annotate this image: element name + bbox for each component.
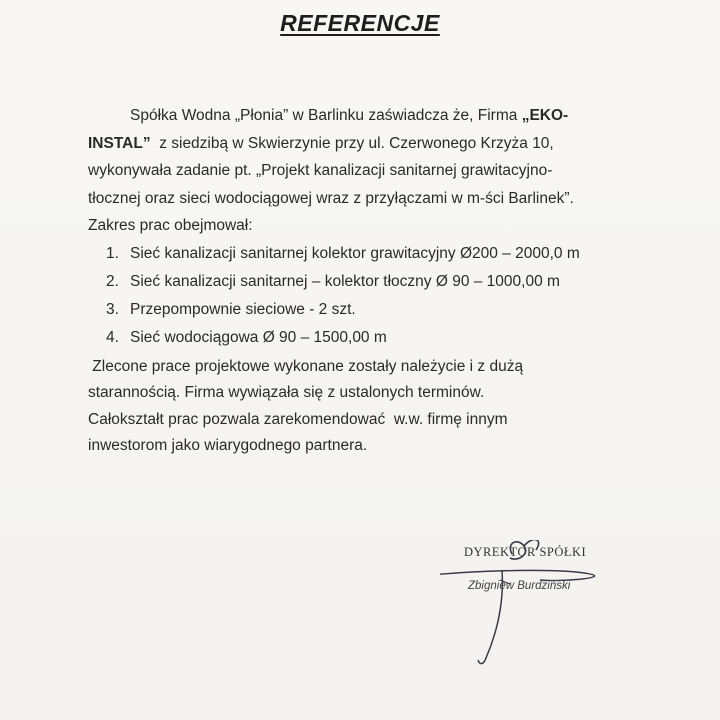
closing-line-1: Zlecone prace projektowe wykonane zostały należycie i z dużą [88,357,524,375]
intro-line-2: z siedzibą w Skwierzynie przy ul. Czerwonego Krzyża 10, [150,134,554,152]
signature-title: DYREKTOR SPÓŁKI [464,545,587,559]
intro-paragraph [88,102,663,130]
intro-line-2-row [88,130,663,158]
intro-line-1: Spółka Wodna „Płonia” w Barlinku zaświadcza że, Firma [130,107,522,124]
company-name-part-1: „EKO- [521,107,569,124]
closing-line-3: Całokształt prac pozwala zarekomendować w.w. firmę innym [88,410,508,428]
list-item-text: Sieć kanalizacji sanitarnej – kolektor tłoczny Ø 90 – 1000,00 m [130,272,560,290]
closing-paragraph [88,354,663,460]
company-name-part-2: INSTAL” [88,134,151,152]
list-item-number: 3. [106,300,119,318]
scope-list [88,240,663,352]
list-item [88,324,663,352]
list-item-text: Sieć wodociągowa Ø 90 – 1500,00 m [130,328,387,346]
list-item-number: 2. [106,272,119,290]
list-item-number: 4. [106,328,119,346]
scope-heading: Zakres prac obejmował: [88,217,253,234]
document-title: REFERENCJE [280,10,440,36]
signature-block [440,540,640,670]
signature-name: Zbigniew Burdziński [468,580,571,592]
list-item-number: 1. [106,244,119,262]
list-item-text: Przepompownie sieciowe - 2 szt. [130,300,356,318]
list-item [88,296,663,324]
list-item-text: Sieć kanalizacji sanitarnej kolektor grawitacyjny Ø200 – 2000,0 m [130,244,580,262]
intro-line-4: tłocznej oraz sieci wodociągowej wraz z przyłączami w m-ści Barlinek”. [88,189,574,207]
closing-line-4: inwestorom jako wiarygodnego partnera. [88,437,368,454]
document-body [88,102,663,460]
intro-line-3: wykonywała zadanie pt. „Projekt kanalizacji sanitarnej grawitacyjno- [88,162,553,179]
list-item [88,268,663,296]
list-item [88,240,663,268]
closing-line-2: starannością. Firma wywiązała się z ustalonych terminów. [88,384,485,401]
